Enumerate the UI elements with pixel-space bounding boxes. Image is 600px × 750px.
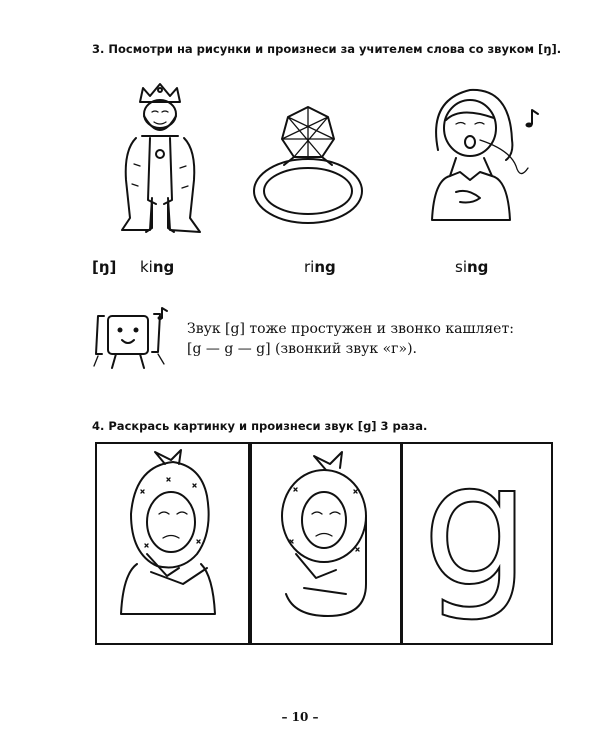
task-4-title: 4. Раскрась картинку и произнеси звук [g] 3 раза.	[92, 419, 428, 433]
word-sing: sing	[455, 258, 489, 276]
note-line-1: Звук [g] тоже простужен и звонко кашляет:	[187, 321, 514, 337]
word-king: king	[140, 258, 175, 276]
bracket-mascot-icon	[92, 304, 172, 374]
coloring-panel-child[interactable]	[95, 442, 252, 645]
word-ring: ring	[304, 258, 336, 276]
task-3-title: 3. Посмотри на рисунки и произнеси за учителем слова со звуком [ŋ].	[92, 42, 562, 56]
coloring-panel-sick-letter[interactable]	[248, 442, 403, 645]
outlined-letter-g	[402, 444, 551, 643]
letter-g-glyph: g	[422, 444, 530, 625]
sick-child-in-scarf-illustration	[97, 444, 250, 643]
coloring-panel-letter[interactable]	[400, 442, 553, 645]
page-number: – 10 –	[281, 710, 319, 724]
note-line-2: [g — g — g] (звонкий звук «г»).	[187, 341, 417, 357]
king-illustration	[110, 80, 210, 240]
singing-girl-illustration	[420, 80, 550, 240]
ng-symbol: [ŋ]	[92, 258, 117, 276]
ring-illustration	[248, 105, 368, 230]
sick-letter-g-illustration	[250, 444, 401, 643]
